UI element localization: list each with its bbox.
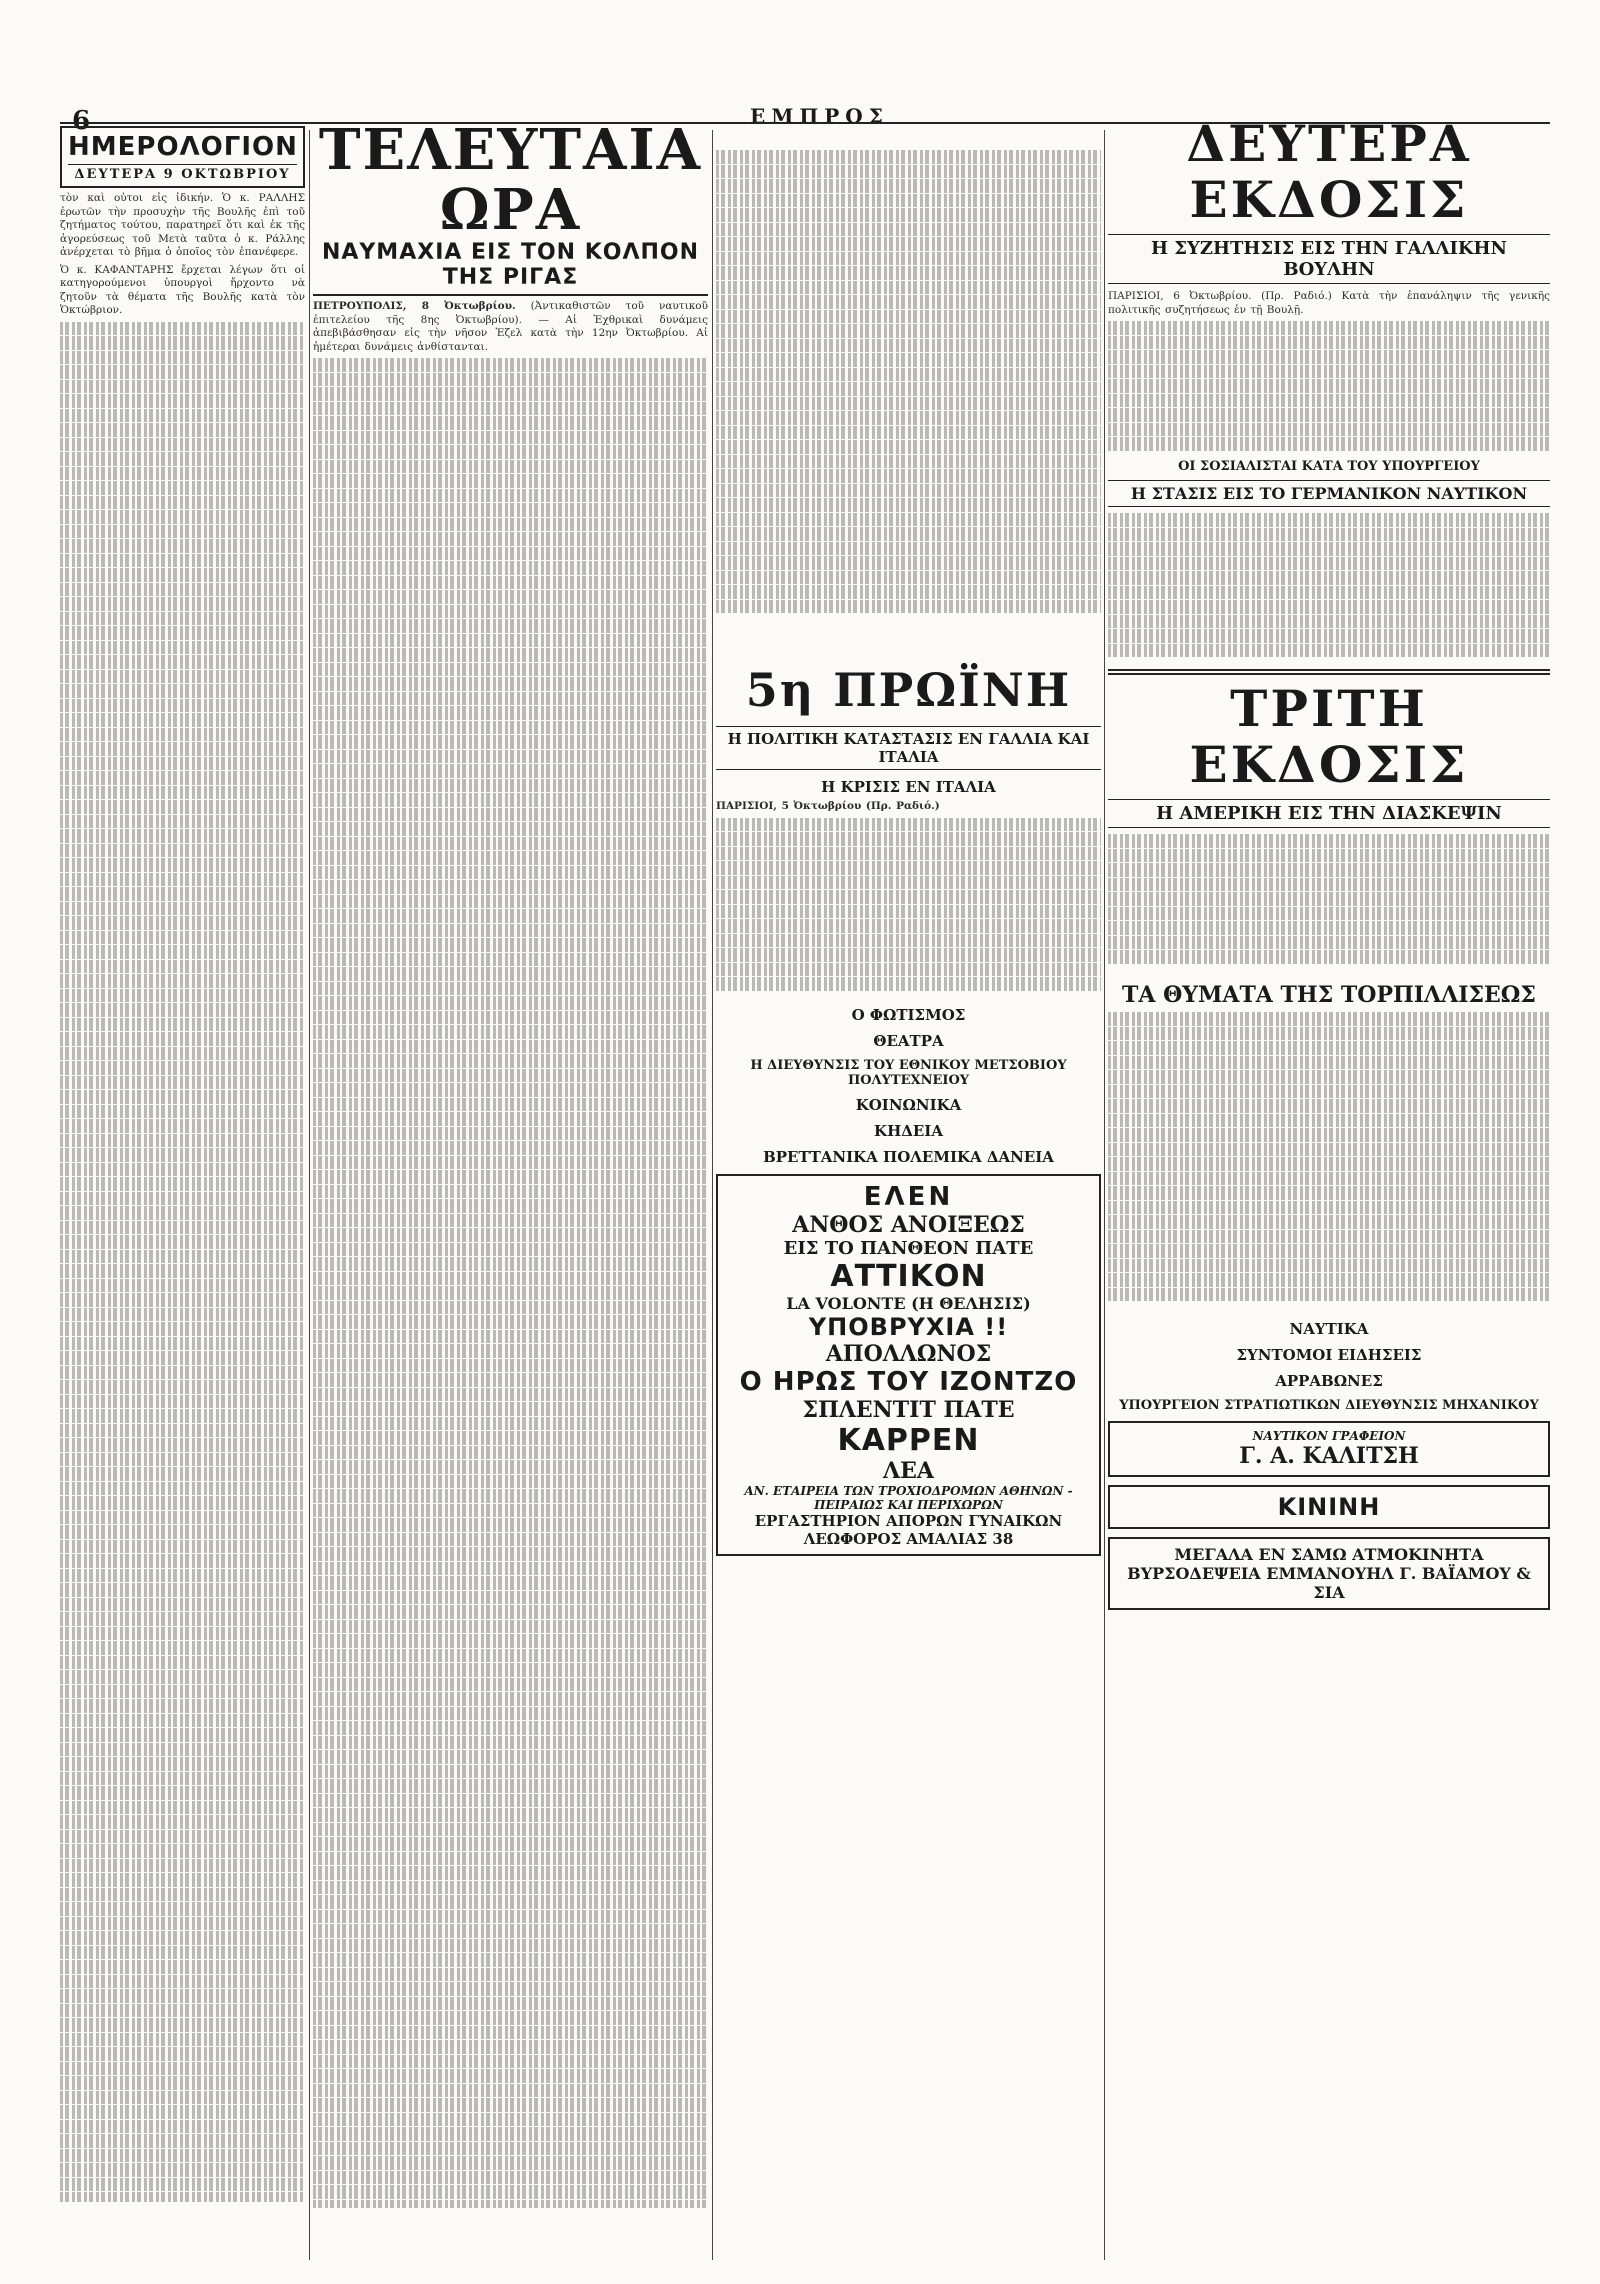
- headline-ameriki: Η ΑΜΕΡΙΚΗ ΕΙΣ ΤΗΝ ΔΙΑΣΚΕΨΙΝ: [1108, 799, 1550, 828]
- separator: [1108, 669, 1550, 675]
- article-text: τὸν καὶ οὐτοι εἰς ἰδικήν. Ὁ κ. ΡΑΛΛΗΣ ἐρωτῶν τὴν προσυχὴν τῆς Βουλῆς ἐπὶ τοῦ ζητήματος τούτου, παρατηρεῖ ὅτι καὶ ἐκ τῆς ἀγορεύσεως τοῦ Μετὰ ταῦτα ὁ κ. Ράλλης ἀνέρχεται τὸ βῆμα ὁ ὁποῖος τὸν ἐπανέφερε.: [60, 192, 305, 258]
- subhead-krisis-italia: Η ΚΡΙΣΙΣ ΕΝ ΙΤΑΛΙΑ: [821, 778, 996, 796]
- ad-karren: ΚΑΡΡΕΝ: [837, 1422, 980, 1458]
- column-4: [1108, 110, 1550, 1618]
- headline-naumachia: ΝΑΥΜΑΧΙΑ ΕΙΣ ΤΟΝ ΚΟΛΠΟΝ ΤΗΣ ΡΙΓΑΣ: [313, 240, 708, 296]
- column-rule: [1104, 130, 1105, 2260]
- ad-kinini-name: ΚΙΝΙΝΗ: [1277, 1493, 1381, 1521]
- ad-helen: ΕΛΕΝ: [863, 1181, 954, 1212]
- ad-cinema: [716, 1174, 1101, 1556]
- calendar-title: ΗΜΕΡΟΛΟΓΙΟΝ: [68, 132, 298, 162]
- ad-anthos: ΑΝΘΟΣ ΑΝΟΙΞΕΩΣ: [792, 1211, 1025, 1238]
- ad-vyrsodepseia-name: ΜΕΓΑΛΑ ΕΝ ΣΑΜΩ ΑΤΜΟΚΙΝΗΤΑ ΒΥΡΣΟΔΕΨΕΙΑ ΕΜΜΑΝΟΥΗΛ Γ. ΒΑΪΑΜΟΥ & ΣΙΑ: [1127, 1545, 1531, 1602]
- section-fotismos: Ο ΦΩΤΙΣΜΟΣ: [851, 1005, 966, 1024]
- ad-kalitsi: [1108, 1421, 1550, 1477]
- body-text-block: [1108, 834, 1550, 974]
- headline-deftera-ekdosis: ΔΕΥΤΕΡΑ ΕΚΔΟΣΙΣ: [1186, 114, 1472, 229]
- column-rule: [309, 130, 310, 2260]
- paper-name: ΕΜΠΡΟΣ: [750, 104, 889, 128]
- article-text: (Ἀντικαθιστῶν τοῦ ναυτικοῦ ἐπιτελείου τῆς 8ης Ὀκτωβρίου). — Αἱ Ἐχθρικαὶ δυνάμεις ἀπεβιβάσθησαν εἰς τὴν νῆσον Ἐζελ κατὰ τὴν 12ην Ὀκτωβρίου. Αἱ ἡμέτεραι δυνάμεις ἀνθίστανται.: [313, 300, 708, 353]
- calendar-box: [60, 126, 305, 188]
- ad-apollonos: ΑΠΟΛΛΩΝΟΣ: [825, 1340, 992, 1367]
- headline-gallikin-vouli: Η ΣΥΖΗΤΗΣΙΣ ΕΙΣ ΤΗΝ ΓΑΛΛΙΚΗΝ ΒΟΥΛΗΝ: [1108, 234, 1550, 284]
- dateline: ΠΑΡΙΣΙΟΙ, 5 Ὀκτωβρίου (Πρ. Ραδιό.): [716, 800, 940, 812]
- ad-attikon: ΑΤΤΙΚΟΝ: [830, 1258, 987, 1294]
- body-text-block: [313, 358, 708, 2208]
- article-text: Ὁ κ. ΚΑΦΑΝΤΑΡΗΣ ἔρχεται λέγων ὅτι οἱ κατηγορούμενοι ὑπουργοὶ ἤρχοντο νὰ ζητοῦν τὰ θέματα τῆς Βουλῆς κατὰ τὸν Ὁκτώβριον.: [60, 263, 305, 316]
- subhead-thymata: ΤΑ ΘΥΜΑΤΑ ΤΗΣ ΤΟΡΠΙΛΛΙΣΕΩΣ: [1122, 982, 1536, 1008]
- article-text: ΠΑΡΙΣΙΟΙ, 6 Ὀκτωβρίου. (Πρ. Ραδιό.) Κατὰ τὴν ἐπανάληψιν τῆς γενικῆς πολιτικῆς συζητήσεως ἐν τῇ Βουλῇ.: [1108, 290, 1550, 316]
- ad-lavolonte: LA VOLONTE (Η ΘΕΛΗΣΙΣ): [786, 1293, 1031, 1313]
- section-daneia: ΒΡΕΤΤΑΝΙΚΑ ΠΟΛΕΜΙΚΑ ΔΑΝΕΙΑ: [763, 1147, 1054, 1166]
- body-text-block: [1108, 1012, 1550, 1312]
- section-koinonika: ΚΟΙΝΩΝΙΚΑ: [855, 1095, 962, 1114]
- ad-ypovrychia: ΥΠΟΒΡΥΧΙΑ !!: [808, 1312, 1009, 1341]
- ad-ergastirion: ΕΡΓΑΣΤΗΡΙΟΝ ΑΠΟΡΩΝ ΓΥΝΑΙΚΩΝ ΛΕΩΦΟΡΟΣ ΑΜΑΛΙΑΣ 38: [754, 1511, 1063, 1548]
- headline-teleftaia-ora: ΤΕΛΕΥΤΑΙΑ ΩΡΑ: [318, 117, 703, 243]
- subhead-sosialistai: ΟΙ ΣΟΣΙΑΛΙΣΤΑΙ ΚΑΤΑ ΤΟΥ ΥΠΟΥΡΓΕΙΟΥ: [1178, 459, 1480, 474]
- column-2: [313, 110, 708, 2208]
- page-number: 6: [72, 106, 91, 136]
- dateline: ΠΕΤΡΟΥΠΟΛΙΣ, 8 Ὀκτωβρίου.: [313, 300, 516, 312]
- column-1: [60, 110, 305, 2202]
- headline-5i-proini: 5η ΠΡΩΪΝΗ: [745, 663, 1072, 717]
- subhead-syntomoi: ΣΥΝΤΟΜΟΙ ΕΙΔΗΣΕΙΣ: [1236, 1346, 1422, 1364]
- subhead-nautika: ΝΑΥΤΙΚΑ: [1289, 1320, 1369, 1338]
- subhead-arravones: ΑΡΡΑΒΩΝΕΣ: [1275, 1372, 1383, 1390]
- ad-vyrsodepseia: [1108, 1537, 1550, 1610]
- ad-sidirodromon: ΑΝ. ΕΤΑΙΡΕΙΑ ΤΩΝ ΤΡΟΧΙΟΔΡΟΜΩΝ ΑΘΗΝΩΝ - ΠΕΙΡΑΙΩΣ ΚΑΙ ΠΕΡΙΧΩΡΩΝ: [744, 1483, 1073, 1512]
- body-text-block: [716, 818, 1101, 998]
- column-3: [716, 650, 1101, 1564]
- column-rule: [712, 130, 713, 2260]
- column-3-top: [716, 150, 1101, 630]
- body-text-block: [60, 322, 305, 2202]
- section-theatra: ΘΕΑΤΡΑ: [873, 1031, 944, 1050]
- section-kideia: ΚΗΔΕΙΑ: [874, 1121, 943, 1140]
- ad-kinini: [1108, 1485, 1550, 1529]
- headline-politiki: Η ΠΟΛΙΤΙΚΗ ΚΑΤΑΣΤΑΣΙΣ ΕΝ ΓΑΛΛΙΑ ΚΑΙ ΙΤΑΛΙΑ: [716, 726, 1101, 770]
- ad-kalitsi-name: Γ. Α. ΚΑΛΙΤΣΗ: [1239, 1443, 1419, 1469]
- body-text-block: [1108, 513, 1550, 663]
- calendar-subtitle: ΔΕΥΤΕΡΑ 9 ΟΚΤΩΒΡΙΟΥ: [68, 164, 297, 182]
- subhead-stasis: Η ΣΤΑΣΙΣ ΕΙΣ ΤΟ ΓΕΡΜΑΝΙΚΟΝ ΝΑΥΤΙΚΟΝ: [1108, 480, 1550, 507]
- subhead-ypourgeio: ΥΠΟΥΡΓΕΙΟΝ ΣΤΡΑΤΙΩΤΙΚΩΝ ΔΙΕΥΘΥΝΣΙΣ ΜΗΧΑΝΙΚΟΥ: [1119, 1398, 1539, 1413]
- ad-nautikon: ΝΑΥΤΙΚΟΝ ΓΡΑΦΕΙΟΝ: [1252, 1429, 1406, 1443]
- ad-lea: ΛΕΑ: [883, 1457, 934, 1484]
- headline-triti-ekdosis: ΤΡΙΤΗ ΕΚΔΟΣΙΣ: [1189, 679, 1469, 794]
- ad-splentit: ΣΠΛΕΝΤΙΤ ΠΑΤΕ: [802, 1396, 1015, 1423]
- body-text-block: [1108, 321, 1550, 451]
- body-text-block: [716, 150, 1101, 630]
- section-polytechnio: Η ΔΙΕΥΘΥΝΣΙΣ ΤΟΥ ΕΘΝΙΚΟΥ ΜΕΤΣΟΒΙΟΥ ΠΟΛΥΤΕΧΝΕΙΟΥ: [750, 1057, 1067, 1088]
- ad-pantheon: ΕΙΣ ΤΟ ΠΑΝΘΕΟΝ ΠΑΤΕ: [783, 1237, 1034, 1259]
- ad-iros: Ο ΗΡΩΣ ΤΟΥ ΙΖΟΝΤΖΟ: [739, 1366, 1078, 1397]
